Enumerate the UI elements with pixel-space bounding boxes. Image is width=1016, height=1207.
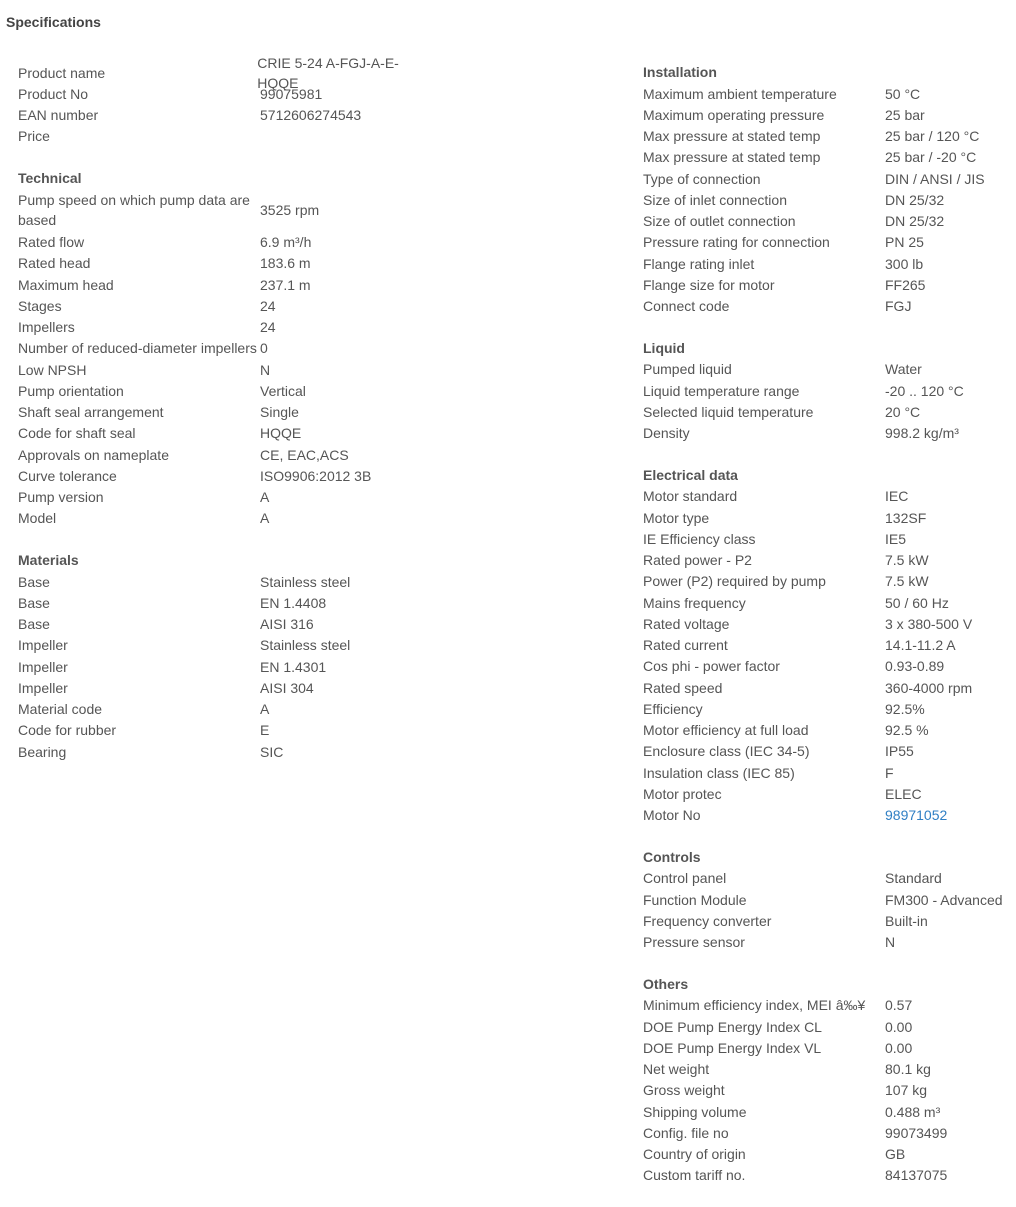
spec-value: IEC — [885, 488, 909, 505]
spec-value: 0.93-0.89 — [885, 658, 945, 675]
spec-value: F — [885, 764, 894, 781]
spec-value: 7.5 kW — [885, 573, 929, 590]
spec-label: Enclosure class (IEC 34-5) — [643, 743, 810, 760]
spec-value: 3525 rpm — [260, 202, 320, 219]
spec-label: Impeller — [18, 679, 68, 696]
spec-value: FGJ — [885, 298, 912, 315]
spec-value: 99075981 — [260, 85, 323, 102]
spec-value: 0.00 — [885, 1018, 913, 1035]
spec-row — [18, 274, 438, 295]
spec-label: Gross weight — [643, 1082, 725, 1099]
spec-row — [18, 571, 438, 592]
right-column — [643, 62, 1013, 1207]
spec-label: Insulation class (IEC 85) — [643, 764, 795, 781]
section-heading: Electrical data — [643, 466, 738, 483]
spec-row — [18, 402, 438, 423]
spec-value: 24 — [260, 297, 276, 314]
spec-row — [18, 699, 438, 720]
spec-value: 998.2 kg/m³ — [885, 425, 959, 442]
spec-value: 80.1 kg — [885, 1061, 931, 1078]
spec-row — [643, 571, 1013, 592]
spec-label: Product No — [18, 85, 89, 102]
spec-value: Single — [260, 404, 299, 421]
spec-value: Water — [885, 361, 922, 378]
spec-value: 50 / 60 Hz — [885, 594, 949, 611]
spec-label: Price — [18, 128, 50, 145]
spec-value: 183.6 m — [260, 255, 311, 272]
spec-row — [643, 1165, 1013, 1186]
spec-value: 6.9 m³/h — [260, 234, 312, 251]
spec-label: Model — [18, 510, 57, 527]
spec-label: Rated power - P2 — [643, 552, 752, 569]
spec-label: Pressure rating for connection — [643, 234, 830, 251]
spec-row — [643, 635, 1013, 656]
spec-label: Max pressure at stated temp — [643, 149, 821, 166]
spec-label: Pump version — [18, 489, 104, 506]
spec-label: Flange rating inlet — [643, 255, 755, 272]
spec-row — [643, 995, 1013, 1016]
page-title: Specifications — [6, 14, 101, 30]
spec-value: -20 .. 120 °C — [885, 382, 964, 399]
section-heading: Liquid — [643, 339, 685, 356]
spec-label: Impeller — [18, 637, 68, 654]
spec-row — [643, 783, 1013, 804]
spec-value: FF265 — [885, 276, 926, 293]
spec-row — [18, 232, 438, 253]
spec-row — [643, 486, 1013, 507]
spec-value: Standard — [885, 870, 942, 887]
spec-row — [18, 614, 438, 635]
others-section — [643, 974, 1013, 1186]
spec-label: Impellers — [18, 319, 75, 336]
spec-row — [18, 741, 438, 762]
spec-value: 99073499 — [885, 1124, 948, 1141]
spec-value: 20 °C — [885, 403, 921, 420]
spec-row — [18, 677, 438, 698]
spec-row — [643, 720, 1013, 741]
spec-row — [643, 1037, 1013, 1058]
spec-label: Base — [18, 594, 50, 611]
motor-number-link[interactable]: 98971052 — [885, 807, 948, 824]
spec-value: 50 °C — [885, 85, 921, 102]
spec-value: 0 — [260, 340, 268, 357]
spec-label: Base — [18, 573, 50, 590]
spec-value: 92.5 % — [885, 722, 929, 739]
spec-row — [643, 910, 1013, 931]
spec-value: SIC — [260, 743, 284, 760]
spec-row — [18, 54, 438, 91]
spec-row — [18, 338, 438, 359]
spec-row — [18, 656, 438, 677]
spec-row — [18, 423, 438, 444]
left-column — [18, 54, 438, 783]
spec-label: DOE Pump Energy Index VL — [643, 1039, 822, 1056]
spec-value: DIN / ANSI / JIS — [885, 170, 985, 187]
technical-section — [18, 168, 438, 529]
spec-row — [643, 656, 1013, 677]
spec-value: DN 25/32 — [885, 191, 945, 208]
spec-row — [643, 592, 1013, 613]
spec-value: Built-in — [885, 912, 928, 929]
spec-value: AISI 316 — [260, 616, 314, 633]
spec-label: Pressure sensor — [643, 934, 745, 951]
spec-row — [18, 635, 438, 656]
spec-value: CRIE 5-24 A-FGJ-A-E-HQQE — [257, 54, 399, 91]
spec-label: Flange size for motor — [643, 276, 775, 293]
spec-label: Maximum ambient temperature — [643, 85, 837, 102]
spec-label: Number of reduced-diameter impellers — [18, 340, 257, 357]
spec-label: Rated speed — [643, 679, 723, 696]
spec-label: Motor standard — [643, 488, 738, 505]
spec-value: Vertical — [260, 382, 306, 399]
general-section — [18, 54, 438, 147]
spec-label: Function Module — [643, 891, 747, 908]
section-heading: Others — [643, 975, 689, 992]
electrical-section — [643, 465, 1013, 826]
spec-row — [18, 487, 438, 508]
spec-row — [643, 296, 1013, 317]
spec-value: IP55 — [885, 743, 914, 760]
spec-value: 0.00 — [885, 1039, 913, 1056]
spec-row — [643, 1059, 1013, 1080]
spec-label: Control panel — [643, 870, 727, 887]
spec-row — [643, 1122, 1013, 1143]
spec-row — [18, 359, 438, 380]
spec-label: Maximum head — [18, 276, 114, 293]
spec-value: EN 1.4408 — [260, 594, 327, 611]
spec-value: 0.488 m³ — [885, 1103, 941, 1120]
spec-row — [643, 762, 1013, 783]
spec-value: 300 lb — [885, 255, 924, 272]
spec-value: AISI 304 — [260, 679, 314, 696]
spec-row — [643, 126, 1013, 147]
spec-row — [643, 401, 1013, 422]
spec-row — [643, 805, 1013, 826]
spec-label: Minimum efficiency index, MEI â‰¥ — [643, 997, 866, 1014]
section-heading: Installation — [643, 64, 717, 80]
spec-label: Low NPSH — [18, 361, 87, 378]
spec-label: Motor protec — [643, 785, 722, 802]
spec-value: A — [260, 489, 270, 506]
spec-value: Stainless steel — [260, 637, 351, 654]
spec-label: Rated voltage — [643, 615, 730, 632]
spec-label: Base — [18, 616, 50, 633]
spec-value: FM300 - Advanced — [885, 891, 1003, 908]
spec-label: Country of origin — [643, 1146, 746, 1163]
spec-row — [643, 889, 1013, 910]
spec-value: 7.5 kW — [885, 552, 929, 569]
spec-row — [18, 317, 438, 338]
spec-row — [18, 253, 438, 274]
spec-row — [643, 932, 1013, 953]
spec-label: Product name — [18, 64, 106, 81]
spec-value: DN 25/32 — [885, 213, 945, 230]
spec-value: 92.5% — [885, 700, 925, 717]
spec-label: EAN number — [18, 107, 99, 124]
spec-label: IE Efficiency class — [643, 530, 756, 547]
spec-row — [18, 592, 438, 613]
spec-row — [643, 1016, 1013, 1037]
spec-value: 237.1 m — [260, 276, 311, 293]
spec-row — [643, 104, 1013, 125]
spec-label: Type of connection — [643, 170, 761, 187]
spec-row — [643, 380, 1013, 401]
spec-label: Motor No — [643, 807, 701, 824]
spec-label: Frequency converter — [643, 912, 772, 929]
spec-label: Power (P2) required by pump — [643, 573, 826, 590]
spec-value: PN 25 — [885, 234, 924, 251]
spec-value: E — [260, 722, 270, 739]
section-heading: Materials — [18, 552, 79, 568]
spec-value: EN 1.4301 — [260, 658, 327, 675]
spec-label: Bearing — [18, 743, 67, 760]
materials-section — [18, 550, 438, 762]
spec-row — [643, 1144, 1013, 1165]
spec-row — [643, 1080, 1013, 1101]
spec-label: Rated head — [18, 255, 91, 272]
spec-value: 107 kg — [885, 1082, 928, 1099]
spec-label: Maximum operating pressure — [643, 106, 825, 123]
spec-label: Net weight — [643, 1061, 710, 1078]
spec-value: 25 bar / 120 °C — [885, 128, 980, 145]
spec-value: N — [260, 361, 271, 378]
spec-label: Efficiency — [643, 700, 703, 717]
spec-label: Custom tariff no. — [643, 1167, 746, 1184]
spec-row — [18, 465, 438, 486]
spec-label: DOE Pump Energy Index CL — [643, 1018, 822, 1035]
section-heading: Technical — [18, 170, 82, 186]
spec-row — [18, 508, 438, 529]
spec-row — [643, 698, 1013, 719]
spec-label: Pumped liquid — [643, 361, 732, 378]
spec-value: IE5 — [885, 530, 907, 547]
spec-row — [643, 83, 1013, 104]
spec-row — [643, 189, 1013, 210]
spec-value: A — [260, 510, 270, 527]
spec-label: Shipping volume — [643, 1103, 747, 1120]
spec-row — [18, 189, 438, 232]
spec-row — [643, 147, 1013, 168]
spec-row — [643, 550, 1013, 571]
spec-row — [643, 528, 1013, 549]
spec-label: Selected liquid temperature — [643, 403, 814, 420]
spec-row — [643, 507, 1013, 528]
spec-value: CE, EAC,ACS — [260, 446, 349, 463]
spec-label: Stages — [18, 297, 62, 314]
spec-label: Connect code — [643, 298, 730, 315]
spec-value: 84137075 — [885, 1167, 948, 1184]
spec-value: HQQE — [260, 425, 302, 442]
spec-label: Size of outlet connection — [643, 213, 796, 230]
spec-label: Motor efficiency at full load — [643, 722, 809, 739]
spec-label: Liquid temperature range — [643, 382, 800, 399]
spec-label: Max pressure at stated temp — [643, 128, 821, 145]
spec-value: 25 bar — [885, 106, 925, 123]
spec-label: Size of inlet connection — [643, 191, 787, 208]
spec-row — [18, 380, 438, 401]
spec-label: Curve tolerance — [18, 467, 117, 484]
spec-value: 132SF — [885, 509, 927, 526]
spec-value: 25 bar / -20 °C — [885, 149, 977, 166]
spec-value: 5712606274543 — [260, 107, 362, 124]
spec-label: Code for rubber — [18, 722, 117, 739]
spec-label: Rated current — [643, 637, 728, 654]
spec-label: Config. file no — [643, 1124, 729, 1141]
spec-value: N — [885, 934, 896, 951]
spec-row — [643, 274, 1013, 295]
spec-label: Pump orientation — [18, 382, 124, 399]
controls-section — [643, 847, 1013, 953]
spec-value: ELEC — [885, 785, 922, 802]
spec-value: A — [260, 701, 270, 718]
spec-label: Material code — [18, 701, 103, 718]
spec-label: Approvals on nameplate — [18, 446, 169, 463]
spec-label: Cos phi - power factor — [643, 658, 780, 675]
spec-row — [643, 613, 1013, 634]
spec-value: 14.1-11.2 A — [885, 637, 956, 654]
spec-row — [643, 359, 1013, 380]
spec-label: Mains frequency — [643, 594, 746, 611]
section-heading: Controls — [643, 848, 701, 865]
spec-row — [643, 741, 1013, 762]
spec-row — [643, 868, 1013, 889]
spec-label: Code for shaft seal — [18, 425, 136, 442]
spec-label: Motor type — [643, 509, 710, 526]
spec-value: ISO9906:2012 3B — [260, 467, 372, 484]
spec-row — [18, 720, 438, 741]
spec-value: 0.57 — [885, 997, 913, 1014]
spec-value: 3 x 380-500 V — [885, 615, 973, 632]
spec-value: 24 — [260, 319, 276, 336]
spec-row — [643, 1101, 1013, 1122]
spec-row — [18, 295, 438, 316]
spec-row — [643, 423, 1013, 444]
spec-row — [643, 211, 1013, 232]
liquid-section — [643, 338, 1013, 444]
spec-value: GB — [885, 1146, 906, 1163]
spec-row — [18, 105, 438, 126]
spec-label: Pump speed on which pump data are based — [18, 192, 250, 229]
spec-value: 360-4000 rpm — [885, 679, 973, 696]
spec-label: Impeller — [18, 658, 68, 675]
spec-row — [643, 253, 1013, 274]
spec-label: Rated flow — [18, 234, 85, 251]
spec-label: Shaft seal arrangement — [18, 404, 164, 421]
spec-row — [18, 126, 438, 147]
spec-row — [643, 168, 1013, 189]
installation-section — [643, 62, 1013, 317]
spec-row — [18, 444, 438, 465]
spec-row — [643, 677, 1013, 698]
spec-value: Stainless steel — [260, 573, 351, 590]
spec-row — [643, 232, 1013, 253]
spec-label: Density — [643, 425, 690, 442]
